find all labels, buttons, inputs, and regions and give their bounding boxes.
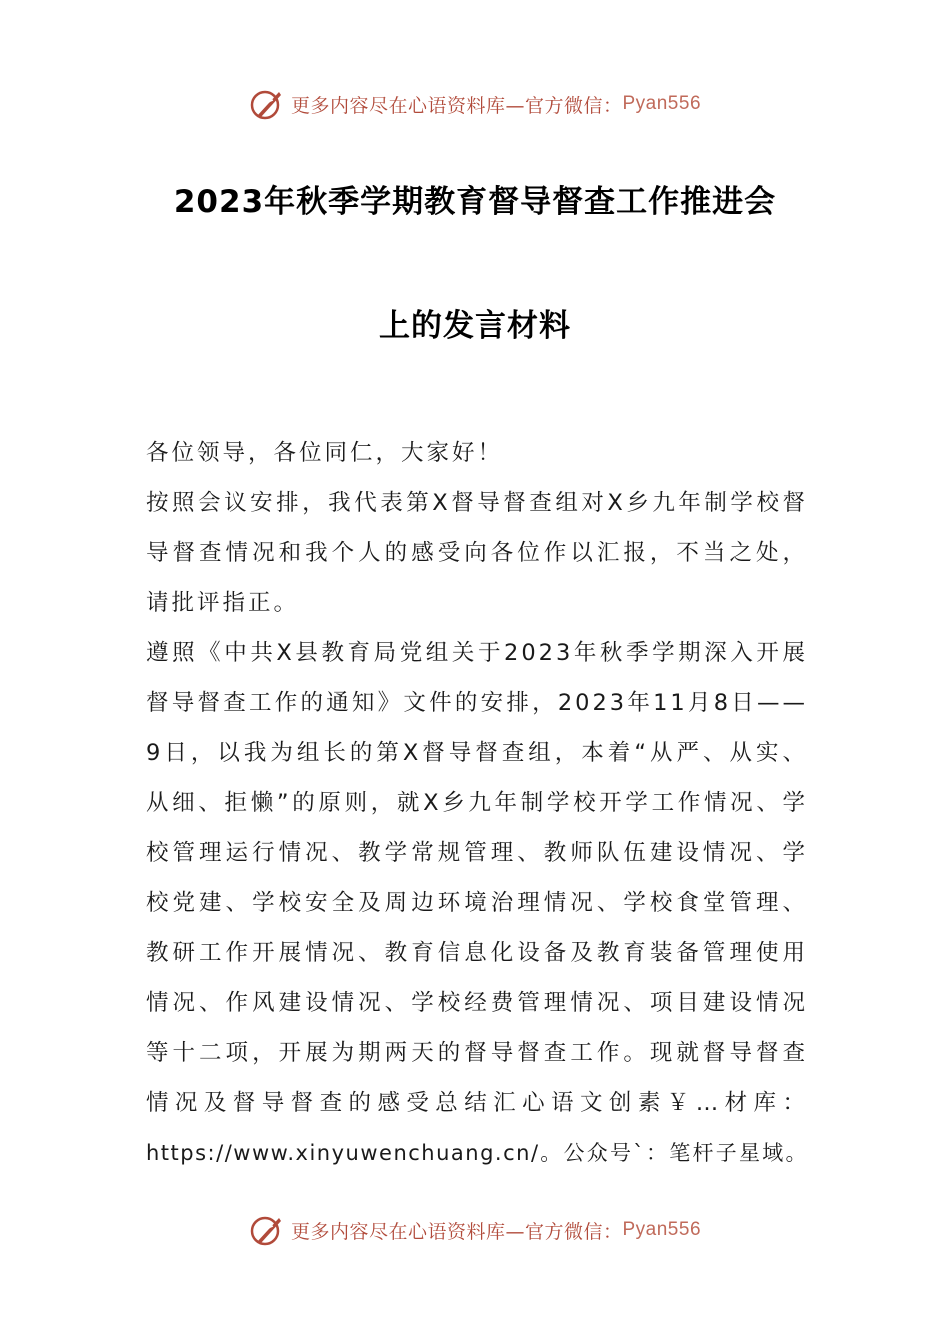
page-title-line-2: 上的发言材料 bbox=[379, 308, 571, 344]
body-line: 从细、拒懒”的原则，就X乡九年制学校开学工作情况、学 bbox=[146, 790, 808, 816]
body-line: 各位领导，各位同仁，大家好！ bbox=[146, 440, 504, 466]
body-line: https://www.xinyuwenchuang.cn/。公众号`：笔杆子星域。 bbox=[146, 1141, 808, 1165]
body-line: 按照会议安排，我代表第X督导督查组对X乡九年制学校督 bbox=[146, 490, 808, 516]
body-line: 情况、作风建设情况、学校经费管理情况、项目建设情况 bbox=[146, 990, 808, 1016]
body-line: 校党建、学校安全及周边环境治理情况、学校食堂管理、 bbox=[146, 890, 808, 916]
body-line: 情况及督导督查的感受总结汇心语文创素￥…材库： bbox=[146, 1090, 808, 1116]
body-line: 校管理运行情况、教学常规管理、教师队伍建设情况、学 bbox=[146, 840, 808, 866]
page-title-line-1: 2023年秋季学期教育督导督查工作推进会 bbox=[173, 184, 777, 220]
body-line: 遵照《中共X县教育局党组关于2023年秋季学期深入开展 bbox=[146, 640, 808, 666]
wechat-id: Pyan556 bbox=[622, 93, 702, 114]
banner-text: 更多内容尽在心语资料库—官方微信： bbox=[290, 94, 623, 117]
body-line: 导督查情况和我个人的感受向各位作以汇报，不当之处， bbox=[146, 540, 808, 566]
speech-body bbox=[146, 428, 808, 1178]
body-line: 等十二项，开展为期两天的督导督查工作。现就督导督查 bbox=[146, 1040, 808, 1066]
body-line: 教研工作开展情况、教育信息化设备及教育装备管理使用 bbox=[146, 940, 808, 966]
body-line: 请批评指正。 bbox=[146, 590, 300, 616]
banner-text: 更多内容尽在心语资料库—官方微信： bbox=[290, 1220, 623, 1243]
quill-pen-circle-icon bbox=[249, 86, 285, 122]
body-line: 9日，以我为组长的第X督导督查组，本着“从严、从实、 bbox=[146, 740, 808, 766]
footer-banner bbox=[0, 1210, 950, 1250]
body-line: 督导督查工作的通知》文件的安排，2023年11月8日—— bbox=[146, 690, 808, 716]
wechat-id: Pyan556 bbox=[622, 1219, 702, 1240]
quill-pen-circle-icon bbox=[249, 1212, 285, 1248]
header-banner bbox=[0, 84, 950, 124]
